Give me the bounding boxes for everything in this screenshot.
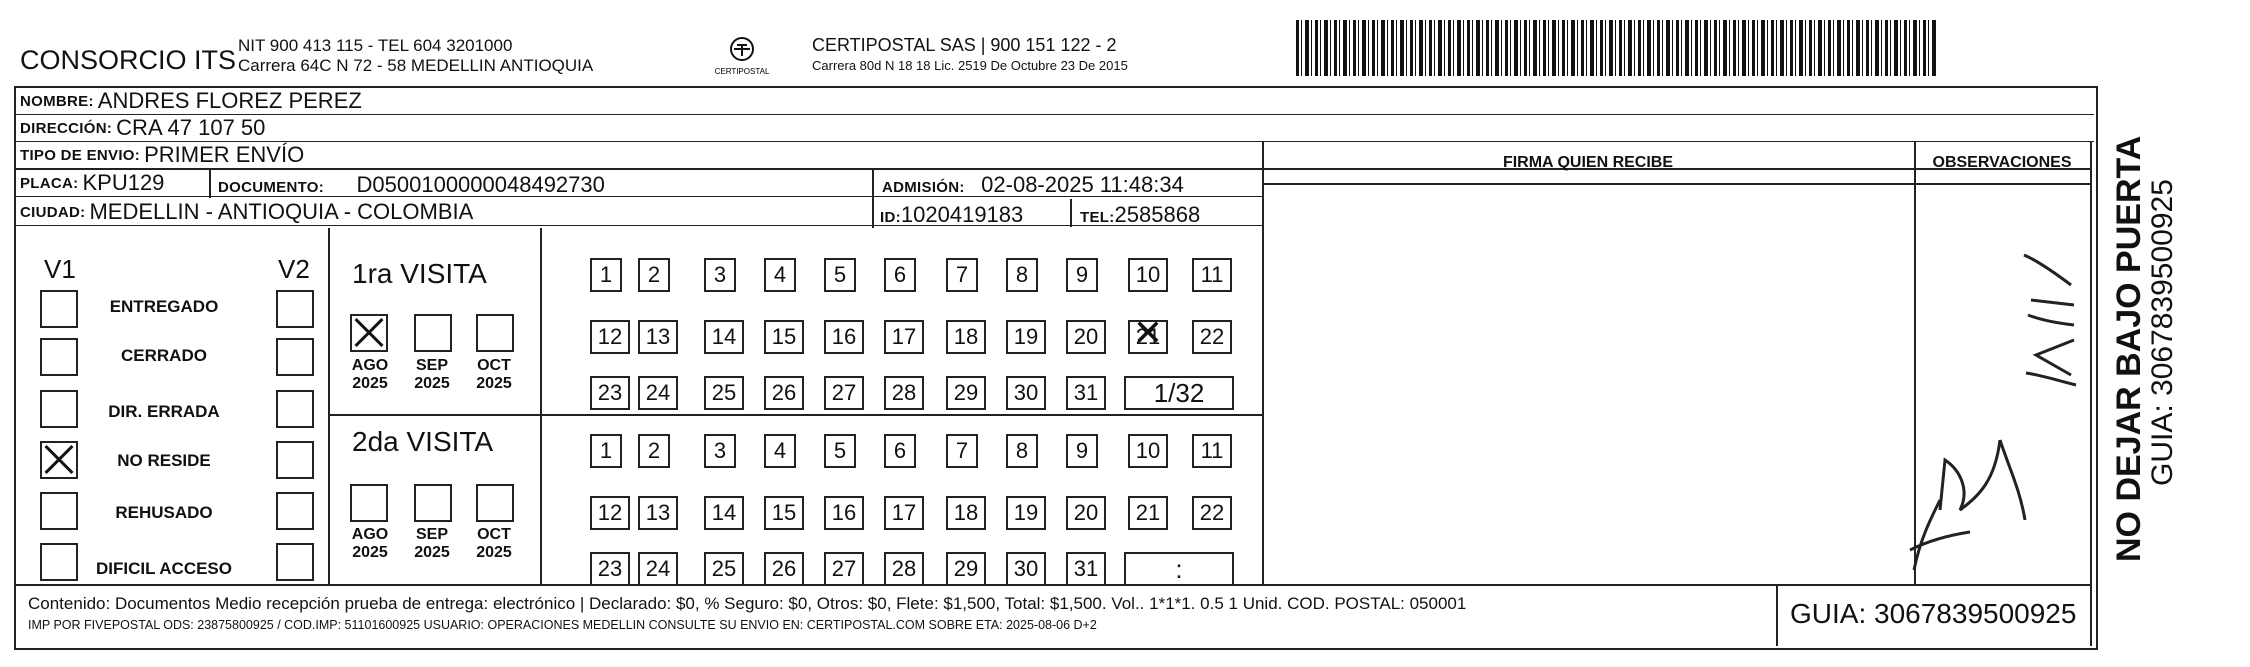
divider bbox=[209, 170, 211, 198]
second-visit-day-6[interactable]: 6 bbox=[884, 434, 916, 468]
second-visit-day-29[interactable]: 29 bbox=[946, 552, 986, 586]
second-visit-day-20[interactable]: 20 bbox=[1066, 496, 1106, 530]
divider bbox=[328, 414, 1262, 416]
barcode bbox=[1296, 20, 1936, 76]
no-dejar-bajo-puerta: NO DEJAR BAJO PUERTA bbox=[2110, 135, 2148, 562]
second-visit-day-19[interactable]: 19 bbox=[1006, 496, 1046, 530]
tipo-row bbox=[16, 142, 1260, 168]
v1-header: V1 bbox=[44, 254, 76, 284]
direccion-value: CRA 47 107 50 bbox=[116, 115, 266, 140]
divider bbox=[1262, 142, 1264, 584]
v2-entregado-checkbox[interactable] bbox=[276, 290, 314, 328]
second-visit-day-1[interactable]: 1 bbox=[590, 434, 622, 468]
svg-text:CERTIPOSTAL: CERTIPOSTAL bbox=[714, 67, 770, 76]
status-rehusado: REHUSADO bbox=[115, 503, 213, 522]
divider bbox=[1070, 199, 1072, 227]
second-visit-day-3[interactable]: 3 bbox=[704, 434, 736, 468]
first-visit-day-4[interactable]: 4 bbox=[764, 258, 796, 292]
first-visit-day-20[interactable]: 20 bbox=[1066, 320, 1106, 354]
first-visit-day-28[interactable]: 28 bbox=[884, 376, 924, 410]
first-visit-month-oct[interactable] bbox=[476, 314, 514, 352]
second-visit-day-25[interactable]: 25 bbox=[704, 552, 744, 586]
admision-cell bbox=[878, 172, 1184, 198]
first-visit-day-17[interactable]: 17 bbox=[884, 320, 924, 354]
divider bbox=[1776, 584, 1778, 646]
carrier-name: CERTIPOSTAL SAS | 900 151 122 - 2 bbox=[812, 35, 1117, 55]
divider bbox=[2090, 142, 2092, 584]
second-visit-day-11[interactable]: 11 bbox=[1192, 434, 1232, 468]
company-nit: NIT 900 413 115 - TEL 604 3201000 bbox=[238, 36, 513, 55]
second-visit-day-21[interactable]: 21 bbox=[1128, 496, 1168, 530]
footer-contenido: Contenido: Documentos Medio recepción prueba de entrega: electrónico | Declarado: $0, % Seguro: $0, Otros: $0, Flete: $1,500, Total: $1,500. Vol.. 1*1*1. 0.5 1 Unid. COD. POSTAL: 050001 bbox=[28, 594, 1467, 613]
admision-value: 02-08-2025 11:48:34 bbox=[981, 172, 1184, 197]
second-visit-day-15[interactable]: 15 bbox=[764, 496, 804, 530]
second-visit-day-17[interactable]: 17 bbox=[884, 496, 924, 530]
second-visit-day-27[interactable]: 27 bbox=[824, 552, 864, 586]
v2-no-reside-checkbox[interactable] bbox=[276, 441, 314, 479]
first-visit-day-11[interactable]: 11 bbox=[1192, 258, 1232, 292]
documento-label: DOCUMENTO: bbox=[218, 179, 325, 196]
divider bbox=[1262, 183, 2090, 185]
first-visit-day-8[interactable]: 8 bbox=[1006, 258, 1038, 292]
tipo-value: PRIMER ENVÍO bbox=[144, 142, 305, 167]
second-visit-day-18[interactable]: 18 bbox=[946, 496, 986, 530]
first-visit-day-6[interactable]: 6 bbox=[884, 258, 916, 292]
second-visit-time-box[interactable]: : bbox=[1124, 552, 1234, 586]
first-visit-day-12[interactable]: 12 bbox=[590, 320, 630, 354]
first-visit-day-21[interactable]: 21 ✕ bbox=[1128, 320, 1168, 354]
id-cell bbox=[876, 202, 1023, 228]
second-visit-day-10[interactable]: 10 bbox=[1128, 434, 1168, 468]
placa-label: PLACA: bbox=[20, 174, 79, 192]
second-visit-month-oct[interactable] bbox=[476, 484, 514, 522]
divider bbox=[328, 228, 330, 584]
second-visit-day-9[interactable]: 9 bbox=[1066, 434, 1098, 468]
second-visit-day-24[interactable]: 24 bbox=[638, 552, 678, 586]
first-visit-day-29[interactable]: 29 bbox=[946, 376, 986, 410]
second-visit-day-30[interactable]: 30 bbox=[1006, 552, 1046, 586]
first-visit-day-24[interactable]: 24 bbox=[638, 376, 678, 410]
first-visit-day-27[interactable]: 27 bbox=[824, 376, 864, 410]
first-visit-day-18[interactable]: 18 bbox=[946, 320, 986, 354]
observaciones-handwriting bbox=[2016, 245, 2088, 400]
first-visit-month-oct-label: OCT 2025 bbox=[476, 357, 512, 392]
company-address: Carrera 64C N 72 - 58 MEDELLIN ANTIOQUIA bbox=[238, 56, 594, 75]
divider bbox=[2090, 584, 2092, 646]
second-visit-month-oct-label: OCT 2025 bbox=[476, 526, 512, 561]
second-visit-day-5[interactable]: 5 bbox=[824, 434, 856, 468]
certipostal-logo bbox=[712, 32, 772, 82]
first-visit-day-9[interactable]: 9 bbox=[1066, 258, 1098, 292]
second-visit-month-sep-label: SEP 2025 bbox=[414, 526, 450, 561]
first-visit-time-box[interactable]: 1/32 bbox=[1124, 376, 1234, 410]
first-visit-day-15[interactable]: 15 bbox=[764, 320, 804, 354]
side-guia: GUIA: 3067839500925 bbox=[2146, 179, 2179, 486]
first-visit-day-2[interactable]: 2 bbox=[638, 258, 670, 292]
divider bbox=[540, 228, 542, 584]
nombre-value: ANDRES FLOREZ PEREZ bbox=[97, 88, 362, 113]
first-visit-month-sep-label: SEP 2025 bbox=[414, 357, 450, 392]
first-visit-day-30[interactable]: 30 bbox=[1006, 376, 1046, 410]
second-visit-day-8[interactable]: 8 bbox=[1006, 434, 1038, 468]
firma-header: FIRMA QUIEN RECIBE bbox=[1502, 154, 1674, 171]
first-visit-month-sep[interactable] bbox=[414, 314, 452, 352]
second-visit-month-ago[interactable] bbox=[350, 484, 388, 522]
observaciones-header: OBSERVACIONES bbox=[1932, 154, 2072, 171]
direccion-row bbox=[16, 115, 2094, 142]
firma-signature bbox=[1900, 400, 2040, 585]
status-cerrado: CERRADO bbox=[121, 346, 207, 365]
first-visit-day-14[interactable]: 14 bbox=[704, 320, 744, 354]
first-visit-day-25[interactable]: 25 bbox=[704, 376, 744, 410]
second-visit-day-4[interactable]: 4 bbox=[764, 434, 796, 468]
second-visit-day-28[interactable]: 28 bbox=[884, 552, 924, 586]
status-entregado: ENTREGADO bbox=[109, 297, 219, 316]
nombre-label: NOMBRE: bbox=[20, 92, 94, 110]
tipo-label: TIPO DE ENVIO: bbox=[20, 146, 141, 164]
carrier-address: Carrera 80d N 18 18 Lic. 2519 De Octubre 23 De 2015 bbox=[812, 58, 1128, 73]
first-visit-day-10[interactable]: 10 bbox=[1128, 258, 1168, 292]
v2-cerrado-checkbox[interactable] bbox=[276, 338, 314, 376]
second-visit-day-7[interactable]: 7 bbox=[946, 434, 978, 468]
second-visit-day-31[interactable]: 31 bbox=[1066, 552, 1106, 586]
first-visit-day-5[interactable]: 5 bbox=[824, 258, 856, 292]
company-name: CONSORCIO ITS bbox=[20, 45, 237, 75]
second-visit-day-2[interactable]: 2 bbox=[638, 434, 670, 468]
direccion-label: DIRECCIÓN: bbox=[20, 119, 113, 137]
placa-value: KPU129 bbox=[82, 170, 165, 195]
second-visit-day-14[interactable]: 14 bbox=[704, 496, 744, 530]
first-visit-day-31[interactable]: 31 bbox=[1066, 376, 1106, 410]
first-visit-day-22[interactable]: 22 bbox=[1192, 320, 1232, 354]
first-visit-day-7[interactable]: 7 bbox=[946, 258, 978, 292]
documento-value: D0500100000048492730 bbox=[356, 172, 605, 197]
tel-label: TEL: bbox=[1080, 209, 1115, 226]
first-visit-day-3[interactable]: 3 bbox=[704, 258, 736, 292]
status-no-reside: NO RESIDE bbox=[117, 451, 211, 470]
first-visit-month-ago-checked[interactable] bbox=[350, 314, 388, 352]
status-dir-errada: DIR. ERRADA bbox=[108, 402, 220, 421]
documento-cell bbox=[214, 172, 605, 198]
nombre-row bbox=[16, 88, 2094, 115]
second-visit-month-sep[interactable] bbox=[414, 484, 452, 522]
second-visit-day-26[interactable]: 26 bbox=[764, 552, 804, 586]
divider bbox=[16, 584, 2090, 586]
first-visit-day-13[interactable]: 13 bbox=[638, 320, 678, 354]
tel-cell bbox=[1076, 202, 1200, 228]
first-visit-day-16[interactable]: 16 bbox=[824, 320, 864, 354]
id-label: ID: bbox=[880, 209, 901, 226]
second-visit-day-16[interactable]: 16 bbox=[824, 496, 864, 530]
v2-dificil-acceso-checkbox[interactable] bbox=[276, 543, 314, 581]
ciudad-value: MEDELLIN - ANTIOQUIA - COLOMBIA bbox=[89, 199, 474, 224]
v2-rehusado-checkbox[interactable] bbox=[276, 492, 314, 530]
first-visit-day-1[interactable]: 1 bbox=[590, 258, 622, 292]
first-visit-month-ago-label: AGO 2025 bbox=[351, 357, 389, 392]
ciudad-label: CIUDAD: bbox=[20, 203, 86, 221]
second-visit-day-22[interactable]: 22 bbox=[1192, 496, 1232, 530]
second-visit-day-12[interactable]: 12 bbox=[590, 496, 630, 530]
first-visit-day-23[interactable]: 23 bbox=[590, 376, 630, 410]
admision-label: ADMISIÓN: bbox=[882, 179, 965, 196]
second-visit-day-23[interactable]: 23 bbox=[590, 552, 630, 586]
v2-header: V2 bbox=[278, 254, 310, 284]
first-visit-day-19[interactable]: 19 bbox=[1006, 320, 1046, 354]
status-dificil-acceso: DIFICIL ACCESO bbox=[95, 559, 232, 578]
tel-value: 2585868 bbox=[1114, 202, 1201, 227]
second-visit-title: 2da VISITA bbox=[352, 426, 494, 457]
v2-dir-errada-checkbox[interactable] bbox=[276, 390, 314, 428]
footer-imp: IMP POR FIVEPOSTAL ODS: 23875800925 / COD.IMP: 51101600925 USUARIO: OPERACIONES MEDELLIN CONSULTE SU ENVIO EN: CERTIPOSTAL.COM SOBRE ETA: 2025-08-06 D+2 bbox=[28, 618, 1097, 632]
first-visit-title: 1ra VISITA bbox=[352, 258, 487, 289]
first-visit-day-26[interactable]: 26 bbox=[764, 376, 804, 410]
second-visit-day-13[interactable]: 13 bbox=[638, 496, 678, 530]
id-value: 1020419183 bbox=[900, 202, 1024, 227]
second-visit-month-ago-label: AGO 2025 bbox=[351, 526, 389, 561]
footer-guia: GUIA: 3067839500925 bbox=[1790, 598, 2077, 629]
